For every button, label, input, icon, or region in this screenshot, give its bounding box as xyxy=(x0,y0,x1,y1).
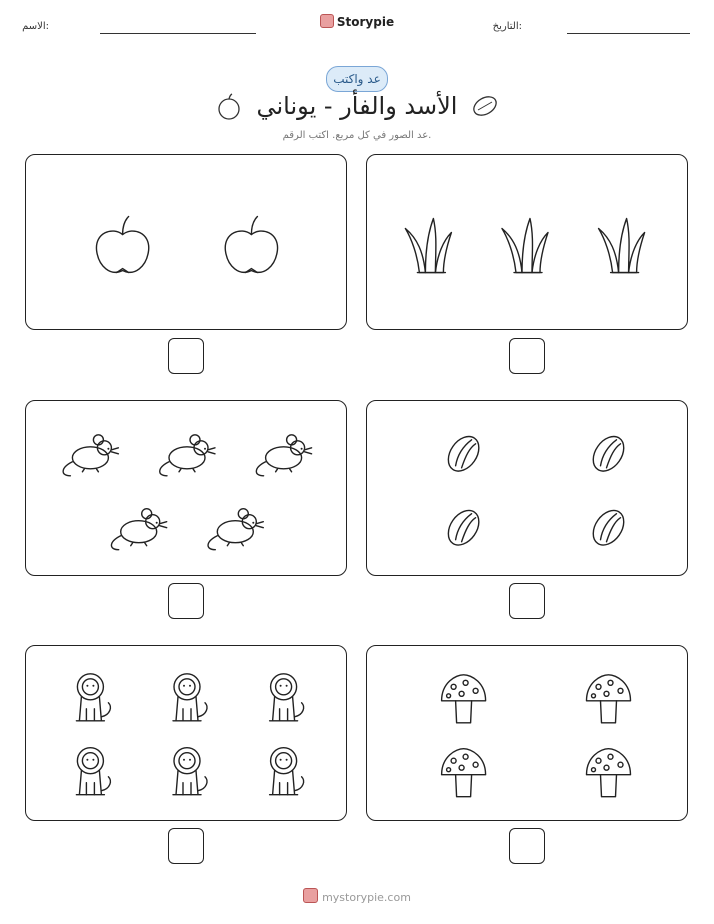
date-line[interactable] xyxy=(567,33,690,34)
mushroom-icon xyxy=(442,749,486,797)
mouse-icon xyxy=(256,435,311,476)
mushroom-icon xyxy=(587,749,631,797)
apple-icon xyxy=(96,217,148,273)
instructions: عد الصور في كل مربع. اكتب الرقم. xyxy=(282,130,432,141)
grass-icon xyxy=(405,219,451,273)
count-panel-seed xyxy=(366,400,688,576)
lion-icon xyxy=(173,674,207,721)
answer-box-grass[interactable] xyxy=(509,338,545,374)
brand-name: Storypie xyxy=(336,15,395,29)
activity-badge: عد واكتب xyxy=(326,66,388,92)
answer-box-mouse[interactable] xyxy=(168,583,204,619)
date-label: التاريخ: xyxy=(492,21,522,32)
grass-icon xyxy=(599,219,645,273)
seed-icon xyxy=(442,431,485,477)
name-label: الاسم: xyxy=(22,21,49,32)
worksheet-title: الأسد والفأر - يوناني xyxy=(256,92,458,120)
mushroom-icon xyxy=(587,675,631,723)
lion-icon xyxy=(173,748,207,795)
mouse-icon xyxy=(111,509,166,550)
brand xyxy=(0,14,714,29)
seed-icon xyxy=(442,505,485,551)
count-panel-mouse xyxy=(25,400,347,576)
mushroom-icon xyxy=(442,675,486,723)
name-line[interactable] xyxy=(100,33,256,34)
count-panel-grass xyxy=(366,154,688,330)
lion-icon xyxy=(76,748,110,795)
seed-icon xyxy=(587,505,630,551)
count-panel-mushroom xyxy=(366,645,688,821)
mouse-icon xyxy=(63,435,118,476)
storypie-footer-logo-icon xyxy=(303,888,318,903)
answer-box-lion[interactable] xyxy=(168,828,204,864)
answer-box-apple[interactable] xyxy=(168,338,204,374)
answer-box-mushroom[interactable] xyxy=(509,828,545,864)
lion-icon xyxy=(270,674,304,721)
lion-icon xyxy=(76,674,110,721)
answer-box-seed[interactable] xyxy=(509,583,545,619)
seed-icon xyxy=(470,92,500,120)
storypie-logo-icon xyxy=(320,14,334,28)
footer xyxy=(0,888,714,904)
seed-icon xyxy=(587,431,630,477)
count-panel-lion xyxy=(25,645,347,821)
footer-site[interactable]: mystorypie.com xyxy=(322,891,411,904)
count-panel-apple xyxy=(25,154,347,330)
grass-icon xyxy=(502,219,548,273)
lion-icon xyxy=(270,748,304,795)
mouse-icon xyxy=(208,509,263,550)
apple-icon xyxy=(225,217,277,273)
mouse-icon xyxy=(160,435,215,476)
